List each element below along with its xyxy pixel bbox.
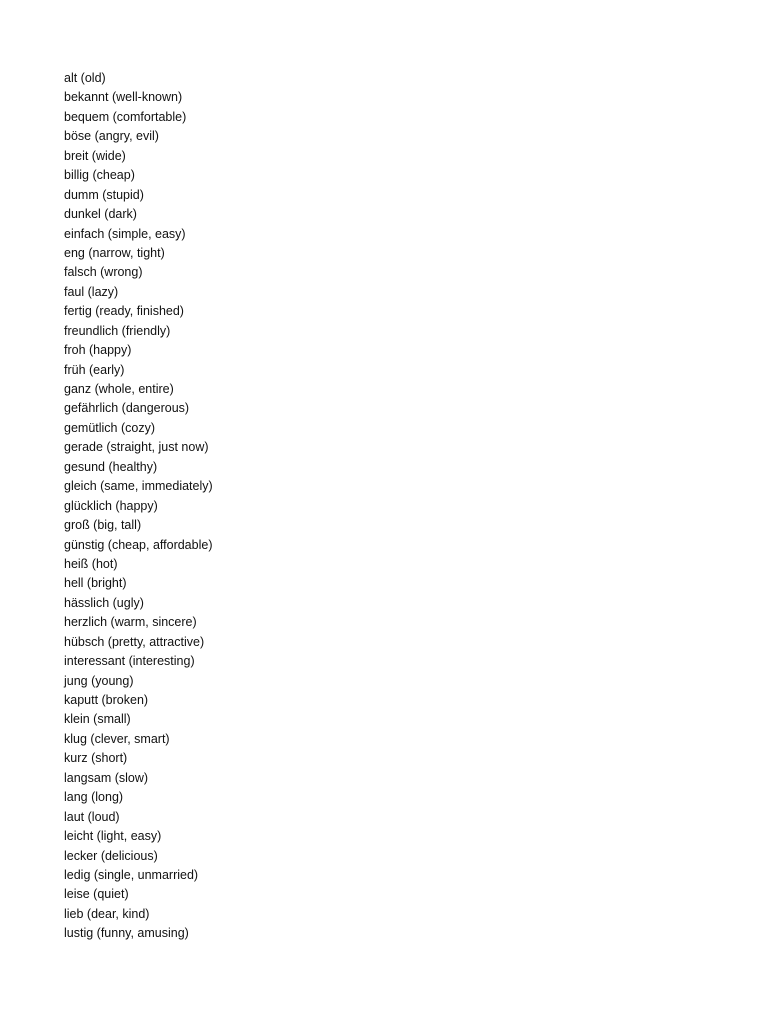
vocabulary-entry: früh (early) [64, 362, 125, 377]
vocabulary-entry: lecker (delicious) [64, 848, 158, 863]
vocabulary-entry: fertig (ready, finished) [64, 304, 184, 319]
vocabulary-entry: günstig (cheap, affordable) [64, 537, 213, 552]
vocabulary-entry: falsch (wrong) [64, 265, 143, 280]
vocabulary-entry: leicht (light, easy) [64, 829, 162, 844]
vocabulary-entry: dumm (stupid) [64, 187, 144, 202]
vocabulary-entry: groß (big, tall) [64, 518, 142, 533]
vocabulary-entry: laut (loud) [64, 809, 120, 824]
vocabulary-entry: breit (wide) [64, 148, 126, 163]
vocabulary-entry: eng (narrow, tight) [64, 245, 165, 260]
vocabulary-entry: kurz (short) [64, 751, 128, 766]
vocabulary-entry: glücklich (happy) [64, 498, 158, 513]
vocabulary-entry: gesund (healthy) [64, 459, 158, 474]
vocabulary-entry: klug (clever, smart) [64, 731, 170, 746]
vocabulary-entry: hässlich (ugly) [64, 595, 144, 610]
vocabulary-entry: dunkel (dark) [64, 207, 137, 222]
vocabulary-entry: gerade (straight, just now) [64, 440, 209, 455]
vocabulary-entry: lang (long) [64, 790, 124, 805]
vocabulary-entry: klein (small) [64, 712, 131, 727]
vocabulary-entry: hübsch (pretty, attractive) [64, 634, 205, 649]
vocabulary-entry: leise (quiet) [64, 887, 129, 902]
vocabulary-entry: alt (old) [64, 71, 106, 85]
vocabulary-entry: langsam (slow) [64, 770, 149, 785]
vocabulary-entry: gleich (same, immediately) [64, 479, 213, 494]
vocabulary-entry: bequem (comfortable) [64, 109, 187, 124]
vocabulary-entry: bekannt (well-known) [64, 90, 183, 105]
vocabulary-entry: billig (cheap) [64, 168, 135, 183]
vocabulary-entry: ledig (single, unmarried) [64, 867, 199, 882]
vocabulary-entry: froh (happy) [64, 343, 132, 358]
vocabulary-list [64, 69, 213, 944]
vocabulary-entry: herzlich (warm, sincere) [64, 615, 197, 630]
vocabulary-entry: heiß (hot) [64, 556, 118, 571]
vocabulary-entry: lieb (dear, kind) [64, 906, 150, 921]
vocabulary-entry: ganz (whole, entire) [64, 382, 174, 396]
vocabulary-entry: faul (lazy) [64, 284, 119, 299]
vocabulary-entry: gefährlich (dangerous) [64, 401, 190, 416]
vocabulary-entry: böse (angry, evil) [64, 129, 159, 144]
vocabulary-entry: einfach (simple, easy) [64, 226, 186, 241]
vocabulary-entry: hell (bright) [64, 576, 127, 591]
vocabulary-entry: kaputt (broken) [64, 693, 149, 707]
vocabulary-entry: interessant (interesting) [64, 654, 195, 669]
vocabulary-entry: gemütlich (cozy) [64, 420, 155, 435]
vocabulary-entry: freundlich (friendly) [64, 323, 171, 338]
vocabulary-entry: jung (young) [64, 673, 134, 688]
vocabulary-entry: lustig (funny, amusing) [64, 926, 189, 941]
